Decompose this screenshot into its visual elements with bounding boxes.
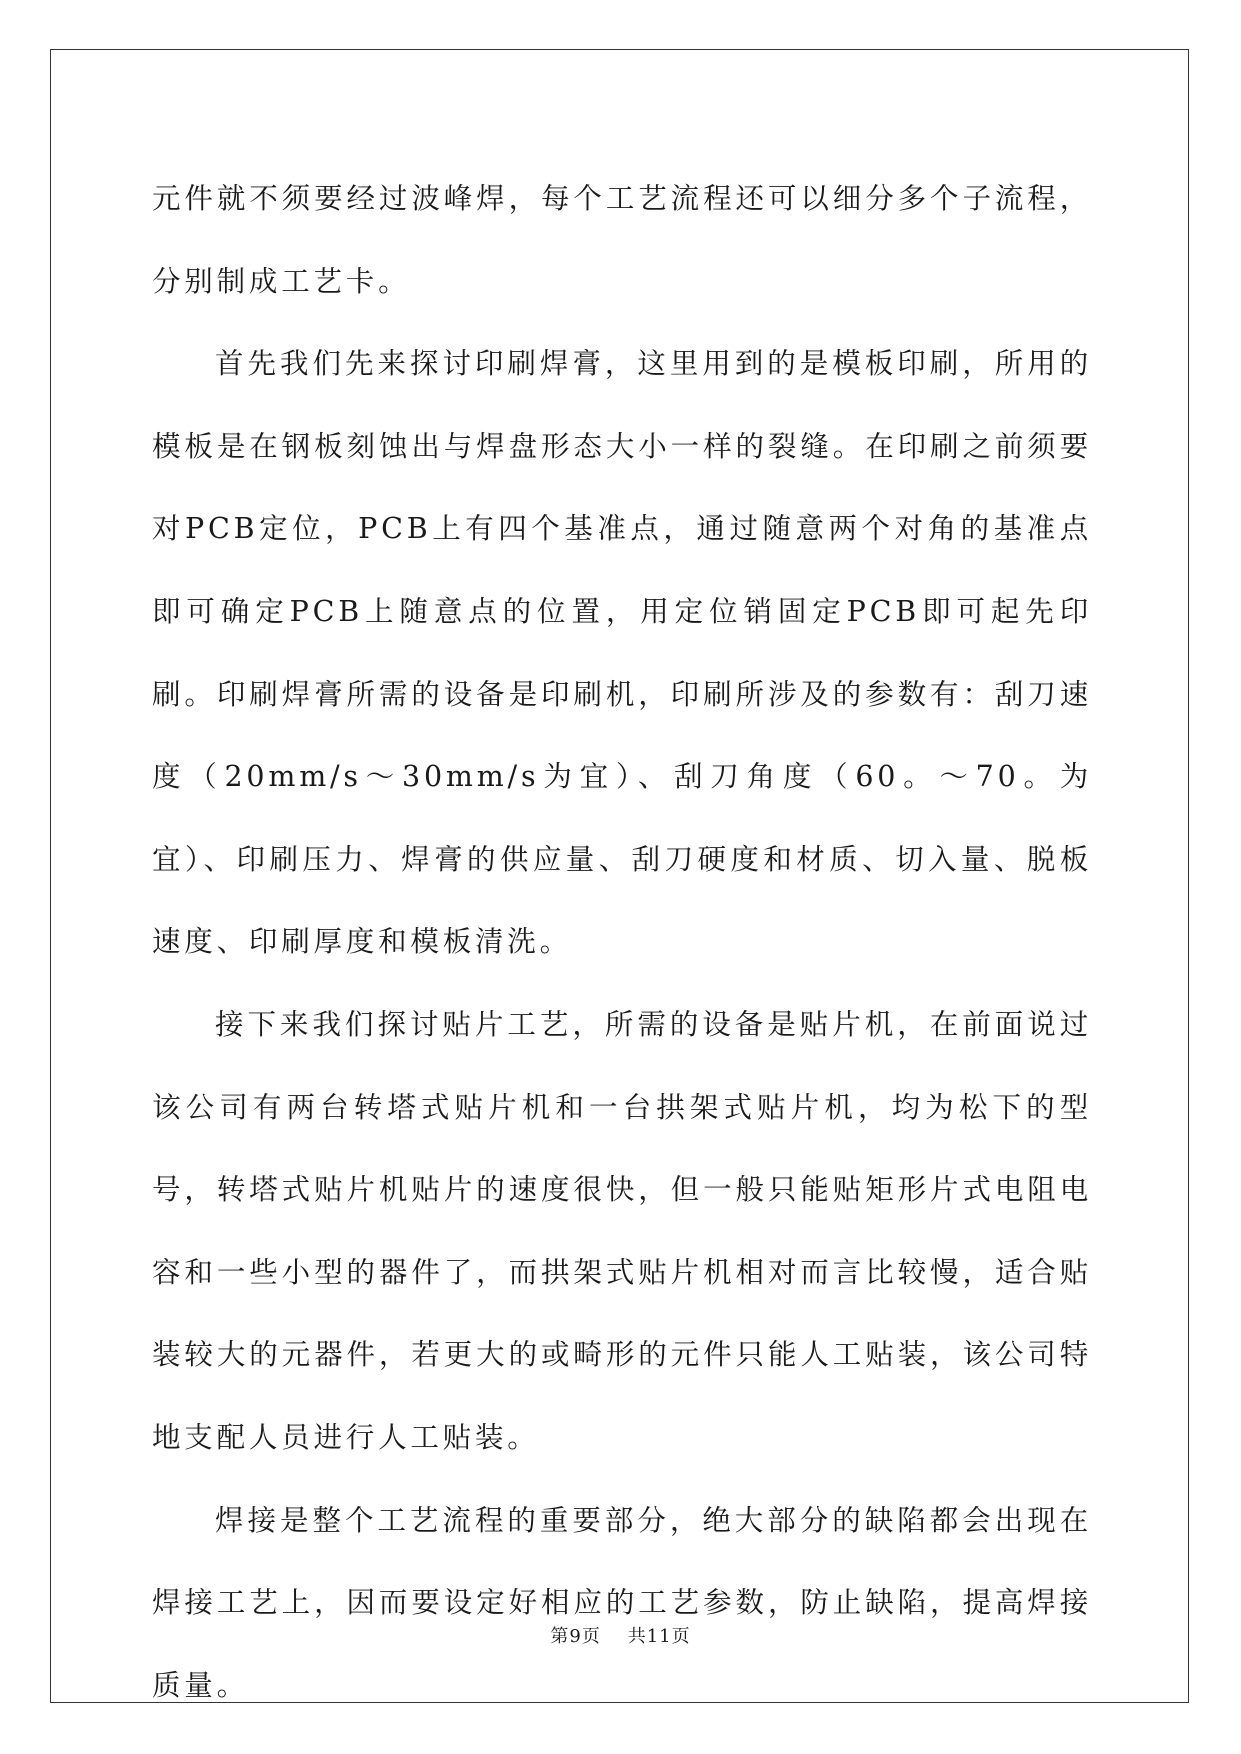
page-total: 共11页 xyxy=(627,1626,691,1647)
paragraph-2: 首先我们先来探讨印刷焊膏，这里用到的是模板印刷，所用的模板是在钢板刻蚀出与焊盘形态大小一样的裂缝。在印刷之前须要对PCB定位，PCB上有四个基准点，通过随意两个对角的基准点即可确定PCB上随意点的位置，用定位销固定PCB即可起先印刷。印刷焊膏所需的设备是印刷机，印刷所涉及的参数有：刮刀速度（20mm/s～30mm/s为宜）、刮刀角度（60。～70。为宜）、印刷压力、焊膏的供应量、刮刀硬度和材质、切入量、脱板速度、印刷厚度和模板清洗。 xyxy=(152,347,1092,959)
paragraph-1: 元件就不须要经过波峰焊，每个工艺流程还可以细分多个子流程，分别制成工艺卡。 xyxy=(152,182,1092,298)
page-footer xyxy=(0,1625,1241,1649)
page-number: 第9页 xyxy=(550,1626,601,1647)
paragraph-4: 焊接是整个工艺流程的重要部分，绝大部分的缺陷都会出现在焊接工艺上，因而要设定好相应的工艺参数，防止缺陷，提高焊接质量。 xyxy=(152,1503,1092,1702)
paragraph-3: 接下来我们探讨贴片工艺，所需的设备是贴片机，在前面说过该公司有两台转塔式贴片机和一台拱架式贴片机，均为松下的型号，转塔式贴片机贴片的速度很快，但一般只能贴矩形片式电阻电容和一些小型的器件了，而拱架式贴片机相对而言比较慢，适合贴装较大的元器件，若更大的或畸形的元件只能人工贴装，该公司特地支配人员进行人工贴装。 xyxy=(152,1007,1092,1454)
document-body xyxy=(152,158,1092,1727)
